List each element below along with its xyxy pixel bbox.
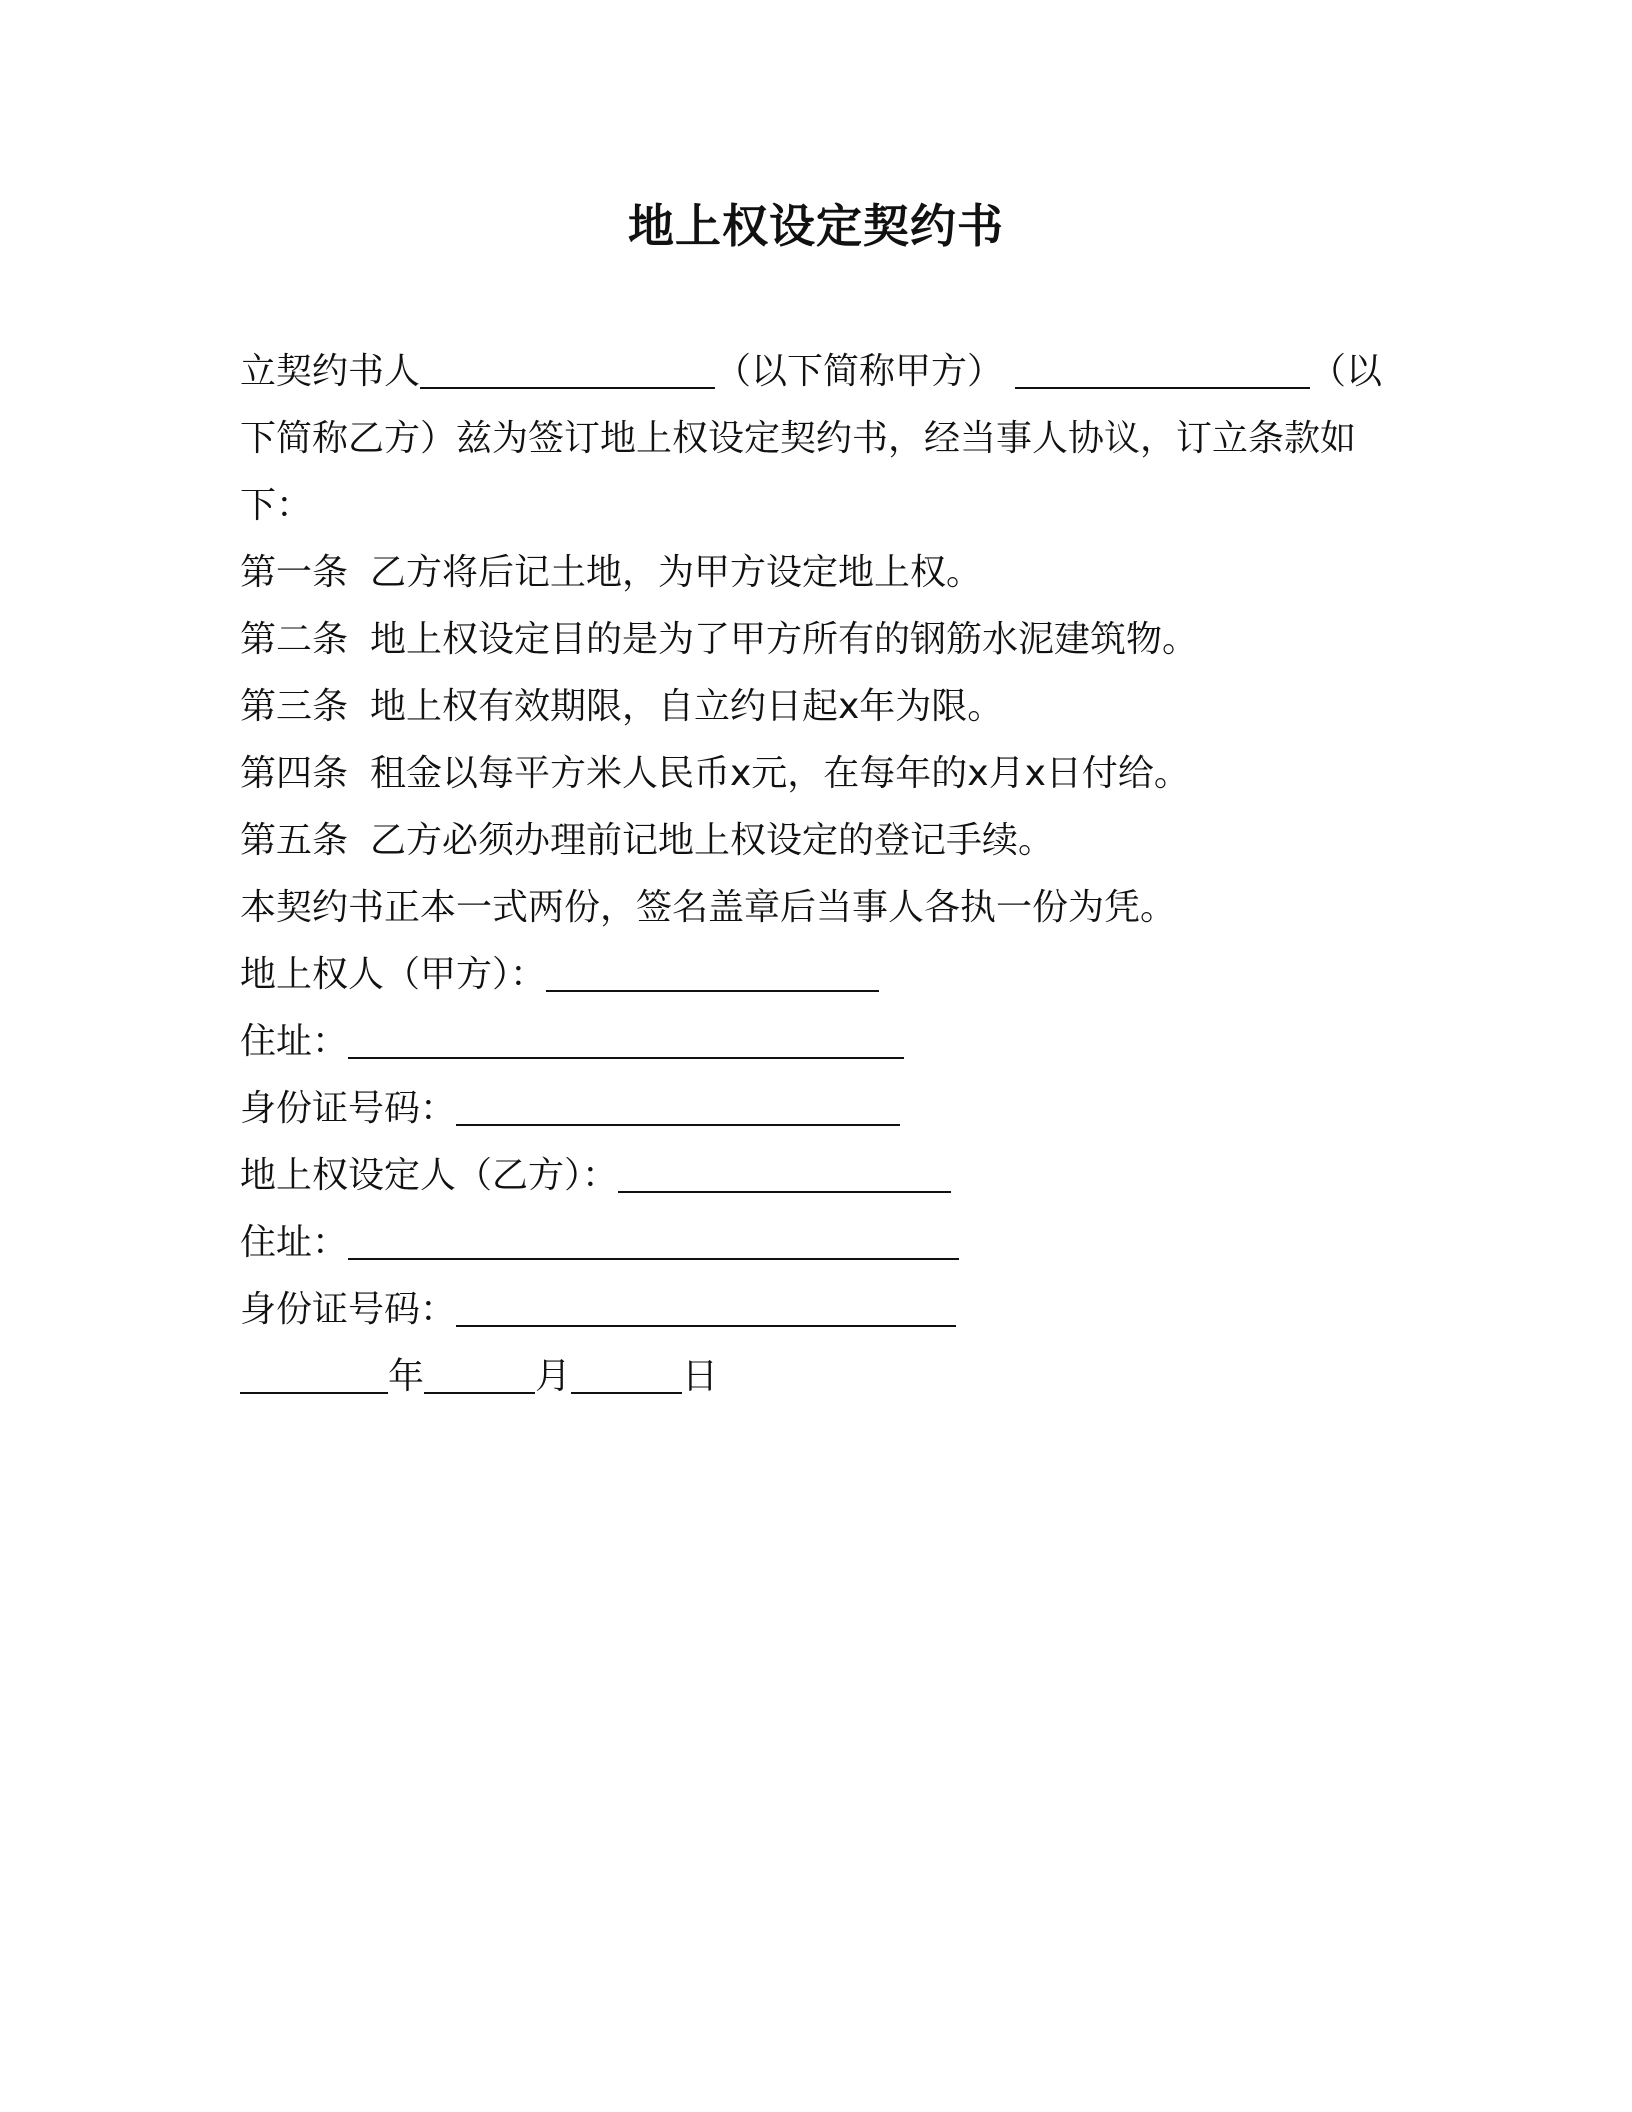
day-label: 日 (682, 1356, 719, 1397)
document-body (240, 338, 1385, 1410)
article-text: 租金以每平方米人民币x元，在每年的x月x日付给。 (370, 753, 1190, 794)
date-line (240, 1343, 1385, 1410)
month-label: 月 (535, 1356, 572, 1397)
article-4 (240, 740, 1385, 807)
party-b-id-blank[interactable] (456, 1285, 956, 1327)
party-a-id-label: 身份证号码： (240, 1088, 457, 1129)
closing-statement: 本契约书正本一式两份，签名盖章后当事人各执一份为凭。 (240, 887, 1177, 928)
party-a-id-blank[interactable] (456, 1084, 900, 1126)
party-b-address-line (240, 1209, 1385, 1276)
article-3 (240, 673, 1385, 740)
article-text: 乙方必须办理前记地上权设定的登记手续。 (370, 820, 1055, 861)
party-b-signature-blank[interactable] (618, 1151, 951, 1193)
intro-prefix: 立契约书人 (240, 351, 421, 392)
party-a-signature-line (240, 941, 1385, 1008)
article-number: 第五条 (240, 820, 349, 861)
intro-line-3: 下： (240, 485, 313, 526)
party-a-address-line (240, 1008, 1385, 1075)
party-b-id-line (240, 1276, 1385, 1343)
article-number: 第二条 (240, 619, 349, 660)
party-a-label: 地上权人（甲方）： (240, 954, 547, 995)
article-text: 地上权有效期限，自立约日起x年为限。 (370, 686, 1004, 727)
article-number: 第四条 (240, 753, 349, 794)
article-1 (240, 539, 1385, 606)
party-a-address-blank[interactable] (348, 1017, 904, 1059)
year-label: 年 (388, 1356, 425, 1397)
party-b-name-blank[interactable] (1015, 347, 1310, 389)
intro-line-1 (240, 338, 1385, 405)
party-b-id-label: 身份证号码： (240, 1289, 457, 1330)
document-title: 地上权设定契约书 (628, 199, 1004, 253)
party-b-label: 地上权设定人（乙方）： (240, 1155, 619, 1196)
party-b-note-start: （以 (1310, 351, 1383, 392)
party-a-note: （以下简称甲方） (715, 351, 1004, 392)
party-a-address-label: 住址： (240, 1021, 349, 1062)
article-text: 乙方将后记土地，为甲方设定地上权。 (370, 552, 983, 593)
party-a-signature-blank[interactable] (546, 950, 879, 992)
article-number: 第三条 (240, 686, 349, 727)
party-a-id-line (240, 1075, 1385, 1142)
party-b-signature-line (240, 1142, 1385, 1209)
intro-line-2: 下简称乙方）兹为签订地上权设定契约书，经当事人协议，订立条款如 (240, 418, 1357, 459)
party-a-name-blank[interactable] (420, 347, 715, 389)
month-blank[interactable] (424, 1352, 535, 1394)
article-number: 第一条 (240, 552, 349, 593)
day-blank[interactable] (571, 1352, 682, 1394)
party-b-address-label: 住址： (240, 1222, 349, 1263)
year-blank[interactable] (240, 1352, 388, 1394)
article-2 (240, 606, 1385, 673)
article-text: 地上权设定目的是为了甲方所有的钢筋水泥建筑物。 (370, 619, 1199, 660)
party-b-address-blank[interactable] (348, 1218, 959, 1260)
article-5 (240, 807, 1385, 874)
